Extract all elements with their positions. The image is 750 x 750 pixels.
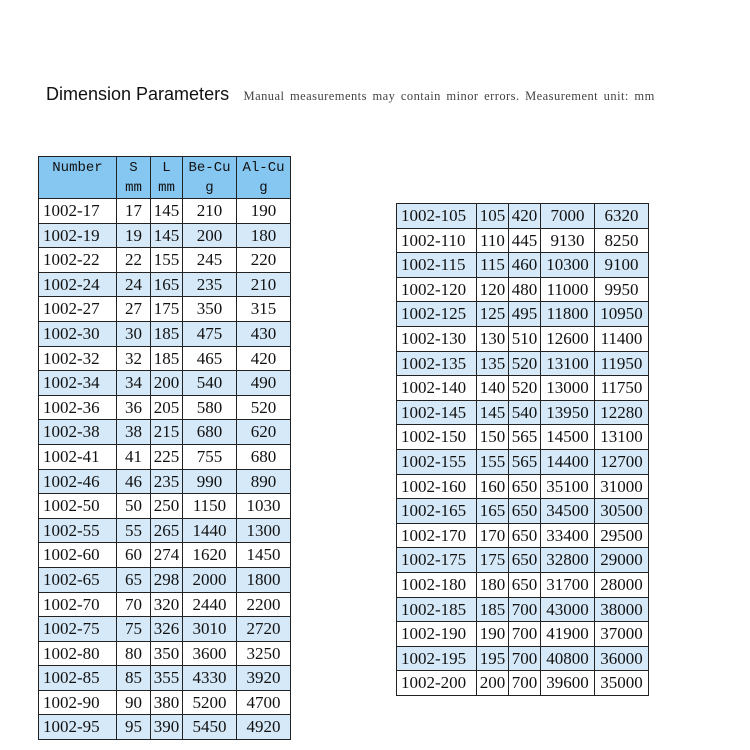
cell-number: 1002-160 <box>397 474 477 499</box>
cell-be-cu: 12600 <box>541 326 595 351</box>
cell-al-cu: 11750 <box>595 376 649 401</box>
cell-s: 19 <box>117 223 151 248</box>
cell-al-cu: 28000 <box>595 572 649 597</box>
cell-l: 565 <box>509 425 541 450</box>
cell-al-cu: 30500 <box>595 499 649 524</box>
cell-number: 1002-155 <box>397 449 477 474</box>
cell-al-cu: 11400 <box>595 326 649 351</box>
cell-be-cu: 11000 <box>541 277 595 302</box>
cell-be-cu: 11800 <box>541 302 595 327</box>
table-row <box>397 326 649 351</box>
table-row <box>397 597 649 622</box>
cell-s: 36 <box>117 395 151 420</box>
cell-l: 185 <box>151 346 183 371</box>
cell-l: 650 <box>509 523 541 548</box>
cell-be-cu: 13100 <box>541 351 595 376</box>
cell-be-cu: 32800 <box>541 548 595 573</box>
cell-be-cu: 680 <box>183 420 237 445</box>
cell-s: 115 <box>477 253 509 278</box>
cell-s: 120 <box>477 277 509 302</box>
cell-l: 215 <box>151 420 183 445</box>
table-row <box>397 400 649 425</box>
cell-al-cu: 1450 <box>237 543 291 568</box>
cell-be-cu: 245 <box>183 248 237 273</box>
section-heading <box>46 84 655 105</box>
cell-al-cu: 4920 <box>237 715 291 740</box>
table-row <box>39 641 291 666</box>
table-header-row <box>39 157 291 199</box>
cell-s: 46 <box>117 469 151 494</box>
table-row <box>39 223 291 248</box>
cell-number: 1002-150 <box>397 425 477 450</box>
cell-s: 55 <box>117 518 151 543</box>
cell-l: 650 <box>509 474 541 499</box>
cell-number: 1002-22 <box>39 248 117 273</box>
cell-s: 195 <box>477 646 509 671</box>
cell-s: 130 <box>477 326 509 351</box>
cell-al-cu: 3250 <box>237 641 291 666</box>
table-row <box>397 253 649 278</box>
cell-al-cu: 2720 <box>237 617 291 642</box>
cell-l: 250 <box>151 494 183 519</box>
cell-l: 165 <box>151 272 183 297</box>
cell-l: 145 <box>151 199 183 224</box>
cell-be-cu: 41900 <box>541 622 595 647</box>
cell-be-cu: 200 <box>183 223 237 248</box>
table-row <box>397 449 649 474</box>
cell-be-cu: 39600 <box>541 671 595 696</box>
cell-l: 420 <box>509 204 541 229</box>
header-al-cu-name: Al-Cu <box>242 160 285 176</box>
cell-number: 1002-120 <box>397 277 477 302</box>
cell-number: 1002-70 <box>39 592 117 617</box>
cell-number: 1002-195 <box>397 646 477 671</box>
table-row <box>39 690 291 715</box>
table-row <box>397 474 649 499</box>
cell-al-cu: 190 <box>237 199 291 224</box>
cell-l: 225 <box>151 444 183 469</box>
cell-al-cu: 8250 <box>595 228 649 253</box>
cell-l: 650 <box>509 572 541 597</box>
cell-l: 326 <box>151 617 183 642</box>
cell-al-cu: 2200 <box>237 592 291 617</box>
cell-s: 22 <box>117 248 151 273</box>
cell-be-cu: 235 <box>183 272 237 297</box>
cell-be-cu: 13000 <box>541 376 595 401</box>
table-row <box>39 469 291 494</box>
cell-l: 700 <box>509 646 541 671</box>
cell-s: 125 <box>477 302 509 327</box>
cell-al-cu: 11950 <box>595 351 649 376</box>
cell-number: 1002-145 <box>397 400 477 425</box>
cell-be-cu: 10300 <box>541 253 595 278</box>
cell-al-cu: 38000 <box>595 597 649 622</box>
cell-al-cu: 315 <box>237 297 291 322</box>
table-row <box>397 228 649 253</box>
cell-number: 1002-170 <box>397 523 477 548</box>
cell-be-cu: 31700 <box>541 572 595 597</box>
cell-l: 298 <box>151 567 183 592</box>
table-row <box>39 248 291 273</box>
table-row <box>39 199 291 224</box>
header-al-cu-unit: g <box>259 180 268 196</box>
cell-al-cu: 430 <box>237 321 291 346</box>
table-row <box>397 523 649 548</box>
cell-s: 38 <box>117 420 151 445</box>
cell-number: 1002-50 <box>39 494 117 519</box>
table-row <box>39 297 291 322</box>
cell-s: 70 <box>117 592 151 617</box>
cell-be-cu: 13950 <box>541 400 595 425</box>
cell-s: 190 <box>477 622 509 647</box>
cell-l: 274 <box>151 543 183 568</box>
cell-s: 155 <box>477 449 509 474</box>
cell-be-cu: 14400 <box>541 449 595 474</box>
cell-al-cu: 1030 <box>237 494 291 519</box>
cell-l: 540 <box>509 400 541 425</box>
cell-s: 65 <box>117 567 151 592</box>
cell-al-cu: 220 <box>237 248 291 273</box>
cell-al-cu: 680 <box>237 444 291 469</box>
cell-number: 1002-30 <box>39 321 117 346</box>
cell-s: 170 <box>477 523 509 548</box>
cell-al-cu: 12700 <box>595 449 649 474</box>
cell-number: 1002-110 <box>397 228 477 253</box>
cell-l: 495 <box>509 302 541 327</box>
cell-number: 1002-200 <box>397 671 477 696</box>
cell-s: 50 <box>117 494 151 519</box>
dimension-table-left <box>38 156 291 740</box>
cell-l: 650 <box>509 548 541 573</box>
measurement-note: Manual measurements may contain minor errors. Measurement unit: mm <box>243 89 655 103</box>
cell-number: 1002-165 <box>397 499 477 524</box>
cell-number: 1002-32 <box>39 346 117 371</box>
table-row <box>39 518 291 543</box>
cell-be-cu: 1440 <box>183 518 237 543</box>
cell-number: 1002-175 <box>397 548 477 573</box>
table-row <box>397 499 649 524</box>
cell-l: 155 <box>151 248 183 273</box>
cell-be-cu: 9130 <box>541 228 595 253</box>
cell-al-cu: 180 <box>237 223 291 248</box>
cell-l: 350 <box>151 641 183 666</box>
cell-s: 165 <box>477 499 509 524</box>
cell-al-cu: 9950 <box>595 277 649 302</box>
cell-number: 1002-65 <box>39 567 117 592</box>
cell-l: 700 <box>509 671 541 696</box>
cell-l: 205 <box>151 395 183 420</box>
cell-l: 650 <box>509 499 541 524</box>
cell-al-cu: 3920 <box>237 666 291 691</box>
cell-number: 1002-60 <box>39 543 117 568</box>
table-row <box>39 346 291 371</box>
cell-be-cu: 465 <box>183 346 237 371</box>
header-be-cu-unit: g <box>205 180 214 196</box>
cell-l: 510 <box>509 326 541 351</box>
cell-be-cu: 5450 <box>183 715 237 740</box>
cell-l: 320 <box>151 592 183 617</box>
cell-s: 24 <box>117 272 151 297</box>
cell-l: 460 <box>509 253 541 278</box>
cell-number: 1002-180 <box>397 572 477 597</box>
cell-number: 1002-90 <box>39 690 117 715</box>
table-row <box>39 592 291 617</box>
cell-l: 480 <box>509 277 541 302</box>
cell-be-cu: 14500 <box>541 425 595 450</box>
cell-be-cu: 475 <box>183 321 237 346</box>
header-be-cu <box>183 157 237 199</box>
cell-be-cu: 35100 <box>541 474 595 499</box>
header-s-unit: mm <box>125 180 142 196</box>
cell-be-cu: 1150 <box>183 494 237 519</box>
cell-al-cu: 35000 <box>595 671 649 696</box>
cell-al-cu: 31000 <box>595 474 649 499</box>
cell-l: 390 <box>151 715 183 740</box>
cell-s: 34 <box>117 371 151 396</box>
cell-l: 700 <box>509 597 541 622</box>
cell-s: 17 <box>117 199 151 224</box>
table-row <box>39 494 291 519</box>
cell-al-cu: 420 <box>237 346 291 371</box>
cell-al-cu: 10950 <box>595 302 649 327</box>
cell-number: 1002-27 <box>39 297 117 322</box>
cell-s: 75 <box>117 617 151 642</box>
cell-number: 1002-38 <box>39 420 117 445</box>
cell-be-cu: 43000 <box>541 597 595 622</box>
cell-l: 520 <box>509 351 541 376</box>
cell-number: 1002-130 <box>397 326 477 351</box>
cell-s: 180 <box>477 572 509 597</box>
cell-s: 32 <box>117 346 151 371</box>
cell-s: 135 <box>477 351 509 376</box>
cell-l: 200 <box>151 371 183 396</box>
cell-be-cu: 755 <box>183 444 237 469</box>
cell-al-cu: 520 <box>237 395 291 420</box>
cell-number: 1002-140 <box>397 376 477 401</box>
cell-al-cu: 1800 <box>237 567 291 592</box>
cell-l: 445 <box>509 228 541 253</box>
cell-number: 1002-24 <box>39 272 117 297</box>
cell-number: 1002-105 <box>397 204 477 229</box>
cell-l: 355 <box>151 666 183 691</box>
header-l-name: L <box>162 160 171 176</box>
header-be-cu-name: Be-Cu <box>188 160 231 176</box>
table-row <box>39 715 291 740</box>
cell-s: 145 <box>477 400 509 425</box>
cell-number: 1002-80 <box>39 641 117 666</box>
cell-s: 105 <box>477 204 509 229</box>
cell-l: 700 <box>509 622 541 647</box>
cell-number: 1002-115 <box>397 253 477 278</box>
cell-be-cu: 990 <box>183 469 237 494</box>
cell-number: 1002-46 <box>39 469 117 494</box>
cell-be-cu: 7000 <box>541 204 595 229</box>
table-row <box>397 671 649 696</box>
table-row <box>39 395 291 420</box>
cell-al-cu: 6320 <box>595 204 649 229</box>
cell-s: 80 <box>117 641 151 666</box>
cell-be-cu: 4330 <box>183 666 237 691</box>
cell-s: 140 <box>477 376 509 401</box>
table-row <box>397 622 649 647</box>
cell-be-cu: 33400 <box>541 523 595 548</box>
cell-be-cu: 34500 <box>541 499 595 524</box>
header-number <box>39 157 117 199</box>
table-row <box>39 567 291 592</box>
table-row <box>397 351 649 376</box>
header-s <box>117 157 151 199</box>
header-al-cu <box>237 157 291 199</box>
cell-s: 60 <box>117 543 151 568</box>
cell-number: 1002-125 <box>397 302 477 327</box>
cell-l: 380 <box>151 690 183 715</box>
cell-al-cu: 210 <box>237 272 291 297</box>
cell-l: 520 <box>509 376 541 401</box>
cell-l: 565 <box>509 449 541 474</box>
cell-s: 95 <box>117 715 151 740</box>
cell-al-cu: 890 <box>237 469 291 494</box>
cell-s: 160 <box>477 474 509 499</box>
cell-number: 1002-135 <box>397 351 477 376</box>
cell-s: 185 <box>477 597 509 622</box>
cell-l: 265 <box>151 518 183 543</box>
cell-s: 150 <box>477 425 509 450</box>
table-row <box>397 646 649 671</box>
table-row <box>39 272 291 297</box>
cell-number: 1002-34 <box>39 371 117 396</box>
cell-al-cu: 4700 <box>237 690 291 715</box>
cell-number: 1002-17 <box>39 199 117 224</box>
cell-number: 1002-55 <box>39 518 117 543</box>
cell-be-cu: 1620 <box>183 543 237 568</box>
cell-s: 30 <box>117 321 151 346</box>
section-title: Dimension Parameters <box>46 84 230 104</box>
cell-be-cu: 210 <box>183 199 237 224</box>
cell-s: 90 <box>117 690 151 715</box>
cell-be-cu: 3010 <box>183 617 237 642</box>
cell-al-cu: 620 <box>237 420 291 445</box>
header-l <box>151 157 183 199</box>
table-row <box>39 371 291 396</box>
cell-al-cu: 37000 <box>595 622 649 647</box>
cell-l: 235 <box>151 469 183 494</box>
header-s-name: S <box>129 160 138 176</box>
cell-be-cu: 40800 <box>541 646 595 671</box>
dimension-table-right <box>396 203 649 696</box>
header-number-name: Number <box>52 160 103 176</box>
cell-s: 200 <box>477 671 509 696</box>
cell-number: 1002-85 <box>39 666 117 691</box>
cell-s: 27 <box>117 297 151 322</box>
table-row <box>397 376 649 401</box>
cell-be-cu: 580 <box>183 395 237 420</box>
cell-be-cu: 5200 <box>183 690 237 715</box>
cell-al-cu: 13100 <box>595 425 649 450</box>
cell-al-cu: 36000 <box>595 646 649 671</box>
cell-al-cu: 29500 <box>595 523 649 548</box>
cell-number: 1002-95 <box>39 715 117 740</box>
table-row <box>397 277 649 302</box>
cell-be-cu: 2000 <box>183 567 237 592</box>
cell-number: 1002-75 <box>39 617 117 642</box>
cell-al-cu: 1300 <box>237 518 291 543</box>
cell-number: 1002-190 <box>397 622 477 647</box>
cell-l: 175 <box>151 297 183 322</box>
cell-number: 1002-19 <box>39 223 117 248</box>
cell-s: 175 <box>477 548 509 573</box>
cell-number: 1002-36 <box>39 395 117 420</box>
cell-s: 110 <box>477 228 509 253</box>
table-row <box>39 543 291 568</box>
cell-be-cu: 2440 <box>183 592 237 617</box>
table-row <box>397 204 649 229</box>
table-row <box>397 572 649 597</box>
table-row <box>39 444 291 469</box>
cell-number: 1002-41 <box>39 444 117 469</box>
table-row <box>39 420 291 445</box>
cell-be-cu: 540 <box>183 371 237 396</box>
table-row <box>397 302 649 327</box>
cell-al-cu: 9100 <box>595 253 649 278</box>
table-row <box>39 321 291 346</box>
cell-al-cu: 29000 <box>595 548 649 573</box>
cell-number: 1002-185 <box>397 597 477 622</box>
cell-l: 185 <box>151 321 183 346</box>
table-row <box>39 617 291 642</box>
cell-s: 85 <box>117 666 151 691</box>
cell-s: 41 <box>117 444 151 469</box>
table-row <box>39 666 291 691</box>
cell-al-cu: 12280 <box>595 400 649 425</box>
header-l-unit: mm <box>158 180 175 196</box>
cell-l: 145 <box>151 223 183 248</box>
cell-al-cu: 490 <box>237 371 291 396</box>
table-row <box>397 425 649 450</box>
cell-be-cu: 350 <box>183 297 237 322</box>
table-row <box>397 548 649 573</box>
cell-be-cu: 3600 <box>183 641 237 666</box>
